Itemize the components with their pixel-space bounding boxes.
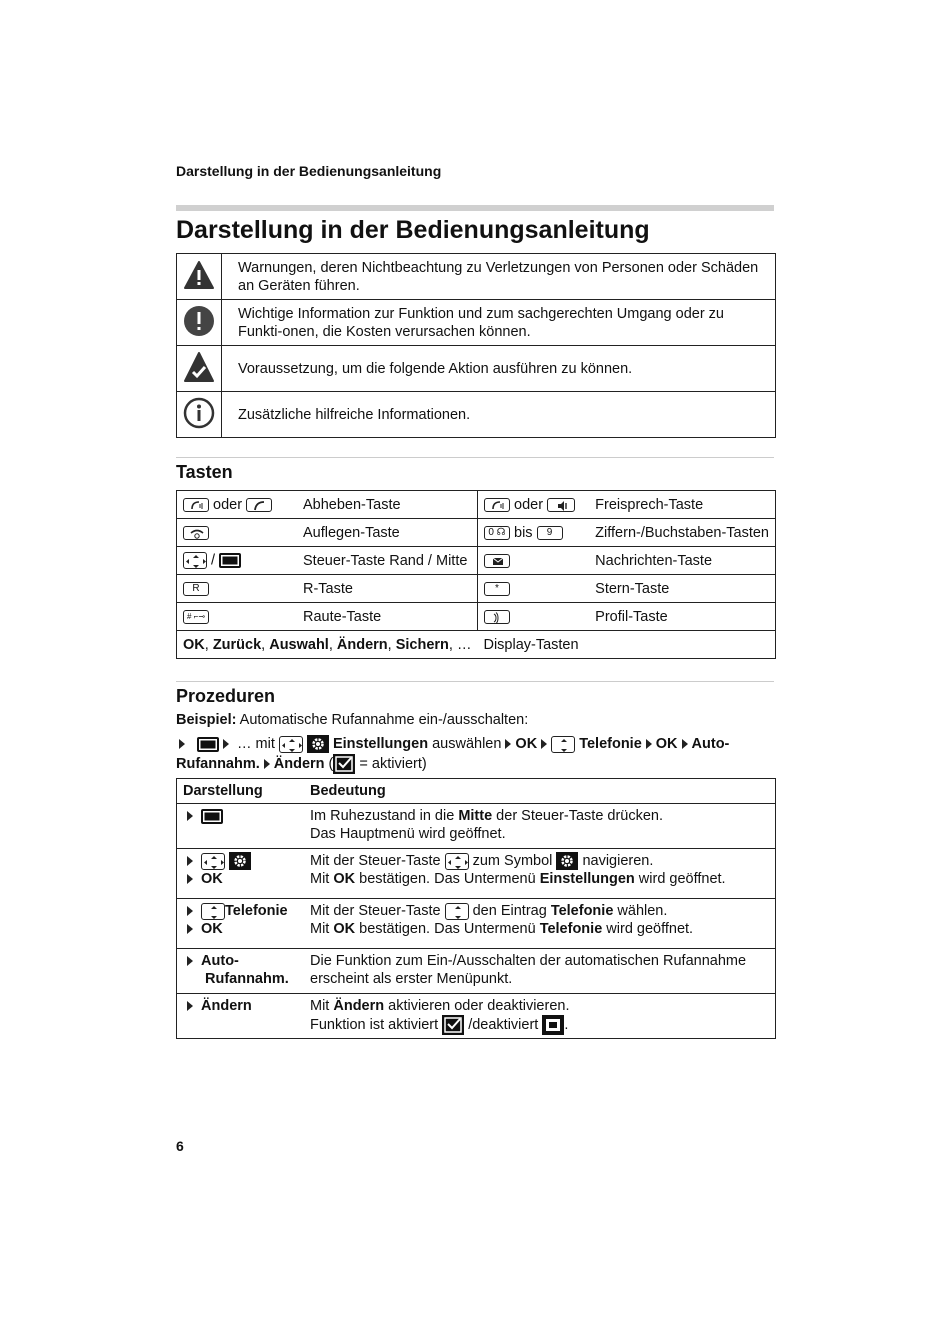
arrow-icon	[682, 739, 688, 749]
table-row: Auto- Rufannahm. Die Funktion zum Ein-/Ausschalten der automatischen Rufannahme erscheint als erster Menüpunkt.	[177, 949, 776, 994]
call-key-icon	[183, 498, 209, 512]
gear-icon	[307, 735, 329, 753]
notice-text: Wichtige Information zur Funktion und zum sachgerechten Umgang oder zu Funkti-onen, die Kosten verursachen können.	[222, 300, 776, 346]
table-row: OK Mit der Steuer-Taste zum Symbol navigieren. Mit OK bestätigen. Das Untermenü Einstellungen wird geöffnet.	[177, 849, 776, 899]
gear-icon	[556, 852, 578, 870]
key-desc: Abheben-Taste	[297, 491, 477, 519]
tasten-heading: Tasten	[176, 462, 233, 482]
arrow-icon	[187, 956, 193, 966]
checkbox-checked-icon	[442, 1015, 464, 1035]
nav-updown-key-icon	[445, 903, 469, 920]
nav-key-icon	[201, 853, 225, 870]
table-row: oder Abheben-Taste oder Freisprech-Taste	[177, 491, 776, 519]
arrow-icon	[187, 924, 193, 934]
digit-zero-key-icon: 0 ☊	[484, 526, 510, 540]
notice-row	[177, 300, 776, 346]
table-row: Auflegen-Taste 0 ☊ bis 9 Ziffern-/Buchstaben-Tasten	[177, 519, 776, 547]
table-row: Telefonie OK Mit der Steuer-Taste den Eintrag Telefonie wählen. Mit OK bestätigen. Das Untermenü Telefonie wird geöffnet.	[177, 899, 776, 949]
key-desc: Freisprech-Taste	[589, 491, 775, 519]
key-desc: Auflegen-Taste	[297, 519, 477, 547]
gear-icon	[229, 852, 251, 870]
end-call-key-icon	[183, 526, 209, 540]
exclamation-circle-icon	[183, 305, 215, 337]
section-rule	[176, 457, 774, 458]
table-row: / Steuer-Taste Rand / Mitte Nachrichten-Taste	[177, 547, 776, 575]
col-header: Bedeutung	[304, 779, 776, 804]
key-desc: Display-Tasten	[477, 631, 775, 659]
col-header: Darstellung	[177, 779, 305, 804]
notice-row	[177, 392, 776, 438]
key-desc: Raute-Taste	[297, 603, 477, 631]
table-row: Ändern Mit Ändern aktivieren oder deaktivieren. Funktion ist aktiviert /deaktiviert .	[177, 994, 776, 1039]
hash-key-icon: # ⌐⊸	[183, 610, 209, 624]
checkbox-checked-icon	[333, 754, 355, 774]
arrow-icon	[187, 906, 193, 916]
star-key-icon: *	[484, 582, 510, 596]
profile-key-icon	[484, 610, 510, 624]
nav-updown-key-icon	[201, 903, 225, 920]
table-row	[177, 603, 776, 631]
display-keys-list: OK, Zurück, Auswahl, Ändern, Sichern, …	[177, 631, 478, 659]
nav-key-icon	[183, 552, 207, 569]
page-number: 6	[176, 1138, 184, 1154]
notice-row	[177, 346, 776, 392]
example-line: Beispiel: Automatische Rufannahme ein-/ausschalten:	[176, 712, 529, 728]
keys-table	[176, 490, 776, 659]
prozeduren-heading: Prozeduren	[176, 686, 276, 706]
arrow-icon	[264, 759, 270, 769]
message-key-icon	[484, 554, 510, 568]
key-desc: R-Taste	[297, 575, 477, 603]
nav-key-icon	[445, 853, 469, 870]
title-rule	[176, 205, 774, 211]
table-row	[177, 631, 776, 659]
checkbox-unchecked-icon	[542, 1015, 564, 1035]
procedure-table	[176, 778, 776, 1039]
section-rule	[176, 681, 774, 682]
table-row: Im Ruhezustand in die Mitte der Steuer-Taste drücken. Das Hauptmenü wird geöffnet.	[177, 804, 776, 849]
arrow-icon	[646, 739, 652, 749]
nav-key-icon	[279, 736, 303, 753]
nav-center-key-icon	[197, 737, 219, 752]
key-desc: Stern-Taste	[589, 575, 775, 603]
arrow-icon	[505, 739, 511, 749]
notice-text: Warnungen, deren Nichtbeachtung zu Verletzungen von Personen oder Schäden an Geräten führen.	[222, 254, 776, 300]
call-key-icon	[484, 498, 510, 512]
notice-text: Voraussetzung, um die folgende Aktion ausführen zu können.	[222, 346, 776, 392]
running-head: Darstellung in der Bedienungsanleitung	[176, 163, 442, 179]
nav-center-key-icon	[201, 809, 223, 824]
arrow-icon	[541, 739, 547, 749]
nav-center-key-icon	[219, 553, 241, 568]
notice-table	[176, 253, 776, 438]
check-triangle-icon	[183, 351, 215, 383]
page-title: Darstellung in der Bedienungsanleitung	[176, 216, 650, 244]
arrow-icon	[187, 811, 193, 821]
notice-text: Zusätzliche hilfreiche Informationen.	[222, 392, 776, 438]
info-circle-icon	[183, 397, 215, 429]
key-desc: Nachrichten-Taste	[589, 547, 775, 575]
digit-nine-key-icon: 9	[537, 526, 563, 540]
handset-key-icon	[246, 498, 272, 512]
arrow-icon	[187, 1001, 193, 1011]
r-key-icon: R	[183, 582, 209, 596]
table-header-row	[177, 779, 776, 804]
table-row	[177, 575, 776, 603]
key-desc: Steuer-Taste Rand / Mitte	[297, 547, 477, 575]
nav-updown-key-icon	[551, 736, 575, 753]
key-desc: Profil-Taste	[589, 603, 775, 631]
arrow-icon	[187, 874, 193, 884]
procedure-step: … mit Einstellungen auswählen OK Telefonie OK Auto-Rufannahm. Ändern ( = aktiviert)	[176, 734, 776, 774]
arrow-icon	[223, 739, 229, 749]
speaker-key-icon	[547, 498, 575, 512]
arrow-icon	[179, 739, 185, 749]
key-desc: Ziffern-/Buchstaben-Tasten	[589, 519, 775, 547]
notice-row	[177, 254, 776, 300]
arrow-icon	[187, 856, 193, 866]
warning-triangle-icon	[183, 260, 215, 290]
